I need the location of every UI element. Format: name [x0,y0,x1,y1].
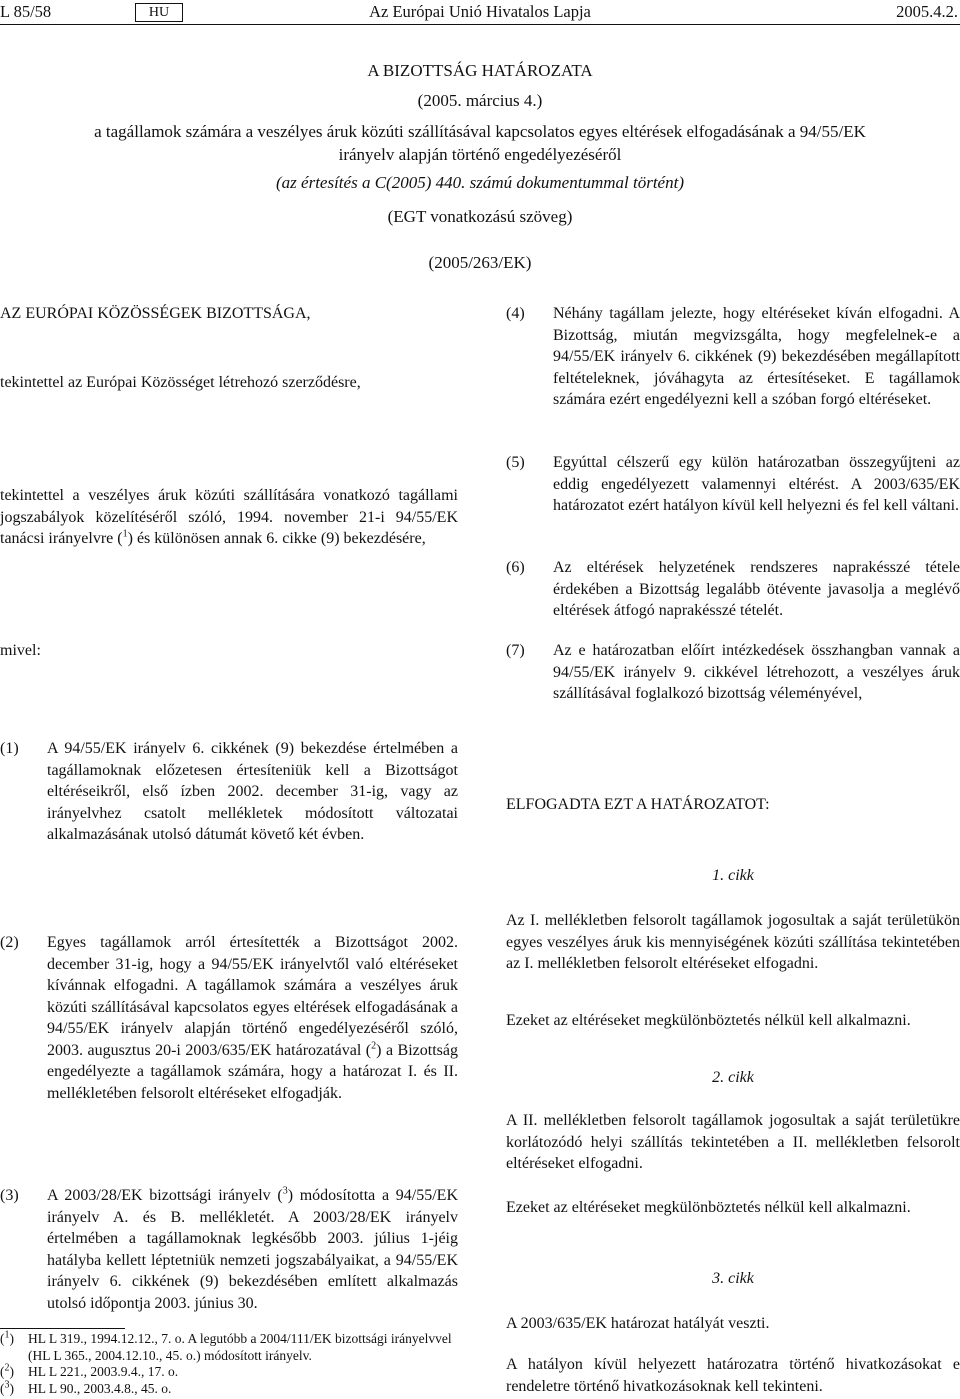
recital-3 [0,1185,458,1314]
recital-text-part: Egyes tagállamok arról értesítették a Bizottságot 2002. december 31-ig, hogy a 94/55/EK irányelvtől való eltéréseket kívánnak elfogadni. A tagállamok számára a veszélyes áruk közúti szállításával kapcsolatos egyes eltérések elfogadásának a 94/55/EK irányelv alapján történő engedélyezéséről szóló, 2003. augusztus 20-i 2003/635/EK határozatával ( [47,934,458,1059]
adopted-line: ELFOGADTA EZT A HATÁROZATOT: [506,796,770,813]
recital-text: A 94/55/EK irányelv 6. cikkének (9) bekezdése értelmében a tagállamoknak előzetesen értesíteniük kell a Bizottságot eltéréseikről, első ízben 2002. december 31-ig, vagy az irányelvhez csatolt mellékletek módosított változatai alkalmazásának utolsó dátumát követő két évben. [47,740,458,843]
article-3-heading: 3. cikk [712,1270,754,1287]
footnote-2 [0,1364,458,1381]
article-3-paragraph-1: A 2003/635/EK határozat hatályát veszti. [506,1315,770,1332]
footnote-mark: ($^1$) [0,1329,14,1346]
having-regard-directive-text-cont: ) és különösen annak 6. cikke (9) bekezdésére, [127,530,426,547]
article-1-paragraph-2: Ezeket az eltéréseket megkülönböztetés nélkül kell alkalmazni. [506,1012,911,1029]
recital-text: Az eltérések helyzetének rendszeres naprakésszé tétele érdekében a Bizottság legalább ötévente javasolja a meglévő eltérések átfogó naprakésszé tételét. [553,559,960,619]
article-3-paragraph-2: A hatályon kívül helyezett határozatra történő hivatkozásokat e rendeletre történő hivatkozásoknak kell tekinteni. [506,1356,960,1395]
having-regard-directive-text: tekintettel a veszélyes áruk közúti szállítására vonatkozó tagállami jogszabályok közelítéséről szóló, 1994. november 21-i 94/55/EK tanácsi irányelvre ( [0,487,458,547]
recital-1 [0,738,458,846]
recital-text-part: A 2003/28/EK bizottsági irányelv ( [47,1187,283,1204]
recital-number: (2) [0,934,19,951]
header-rule [0,24,960,25]
recital-text [47,932,458,1104]
recital-number: (7) [506,642,525,659]
having-regard-directive [0,485,458,550]
recital-text-part: ) módosította a 94/55/EK irányelv A. és B. mellékletét. A 2003/28/EK irányelv értelmében a tagállamoknak legkésőbb 2003. július 1-jéig hatályba kellett léptetniük nemzeti jogszabályaikat, a 94/55/EK irányelv 6. cikkének (9) bekezdésében említett alkalmazás utolsó időpontja 2003. június 30. [47,1187,459,1312]
decision-date: (2005. március 4.) [417,91,543,110]
article-2-paragraph-2: Ezeket az eltéréseket megkülönböztetés nélkül kell alkalmazni. [506,1199,911,1216]
footnote-3 [0,1381,458,1398]
recital-text [47,1185,458,1314]
recital-number: (4) [506,305,525,322]
recital-text: Az e határozatban előírt intézkedések összhangban vannak a 94/55/EK irányelv 9. cikkével létrehozott, a veszélyes áruk szállításával foglalkozó bizottság véleményével, [553,642,960,702]
footnote-ref: 3 [282,1185,288,1197]
footnotes [0,1331,458,1397]
recital-text: Egyúttal célszerű egy külön határozatban összegyűjteni az eddig engedélyezett valamennyi eltérést. A 2003/635/EK határozatot ezért hatályon kívül kell helyezni és fel kell váltani. [553,454,960,514]
page-reference: L 85/58 [0,2,52,21]
journal-title: Az Európai Unió Hivatalos Lapja [369,2,591,21]
footnote-rule [0,1328,125,1329]
issue-date: 2005.4.2. [896,2,958,21]
article-2-paragraph-1: A II. mellékletben felsorolt tagállamok jogosultak a saját területükre korlátozódó helyi szállítás tekintetében a II. mellékletben felsorolt eltéréseket elfogadni. [506,1112,960,1172]
recital-text-part: ) a Bizottság engedélyezte a tagállamok számára, hogy a határozat I. és II. mellékletében felsorolt eltéréseket elfogadják. [47,1041,458,1102]
footnote-text: HL L 221., 2003.9.4., 17. o. [28,1364,179,1379]
recital-4 [506,303,960,411]
article-2-heading: 2. cikk [712,1069,754,1086]
footnote-1 [0,1331,458,1364]
recital-7 [506,640,960,705]
recital-5 [506,452,960,517]
language-code: HU [135,3,183,22]
footnote-text: HL L 319., 1994.12.12., 7. o. A legutóbb a 2004/111/EK bizottsági irányelvvel (HL L 365., 2004.12.10., 45. o.) módosított irányelv. [28,1331,452,1363]
running-header [0,0,960,26]
having-regard-treaty: tekintettel az Európai Közösséget létrehozó szerződésre, [0,374,361,391]
eea-relevance: (EGT vonatkozású szöveg) [387,207,573,226]
article-1-heading: 1. cikk [712,867,754,884]
footnote-text: HL L 90., 2003.4.8., 45. o. [28,1380,172,1396]
decision-title-block [80,60,880,274]
recital-number: (1) [0,740,19,757]
recital-number: (6) [506,559,525,576]
recital-2 [0,932,458,1104]
decision-subject: a tagállamok számára a veszélyes áruk közúti szállításával kapcsolatos egyes eltérések elfogadásának a 94/55/EK irányelv alapján történő engedélyezéséről [94,122,866,164]
whereas-line: mivel: [0,642,41,659]
footnote-ref: 1 [122,528,128,540]
document-number: (2005/263/EK) [428,253,532,272]
notification-note: (az értesítés a C(2005) 440. számú dokumentummal történt) [276,173,684,192]
footnote-mark: ($^3$) [0,1379,14,1396]
recital-number: (5) [506,454,525,471]
recital-6 [506,557,960,622]
recital-number: (3) [0,1187,19,1204]
article-1-paragraph-1: Az I. mellékletben felsorolt tagállamok jogosultak a saját területükön egyes veszélyes áruk kis mennyiségének közúti szállítása tekintetében az I. mellékletben felsorolt eltéréseket elfogadni. [506,912,960,972]
decision-heading: A BIZOTTSÁG HATÁROZATA [367,61,593,80]
footnote-ref: 2 [371,1040,377,1052]
authority-line: AZ EURÓPAI KÖZÖSSÉGEK BIZOTTSÁGA, [0,305,311,322]
recital-text: Néhány tagállam jelezte, hogy eltéréseket kíván elfogadni. A Bizottság, miután megvizsgálta, hogy megfelelnek-e a 94/55/EK irányelv 6. cikkének (9) bekezdésében megállapított feltételeknek, jóváhagyta az értesítéseket. E tagállamok számára ezért engedélyezni kell a szóban forgó eltéréseket. [553,305,960,408]
footnote-mark: ($^2$) [0,1362,14,1379]
